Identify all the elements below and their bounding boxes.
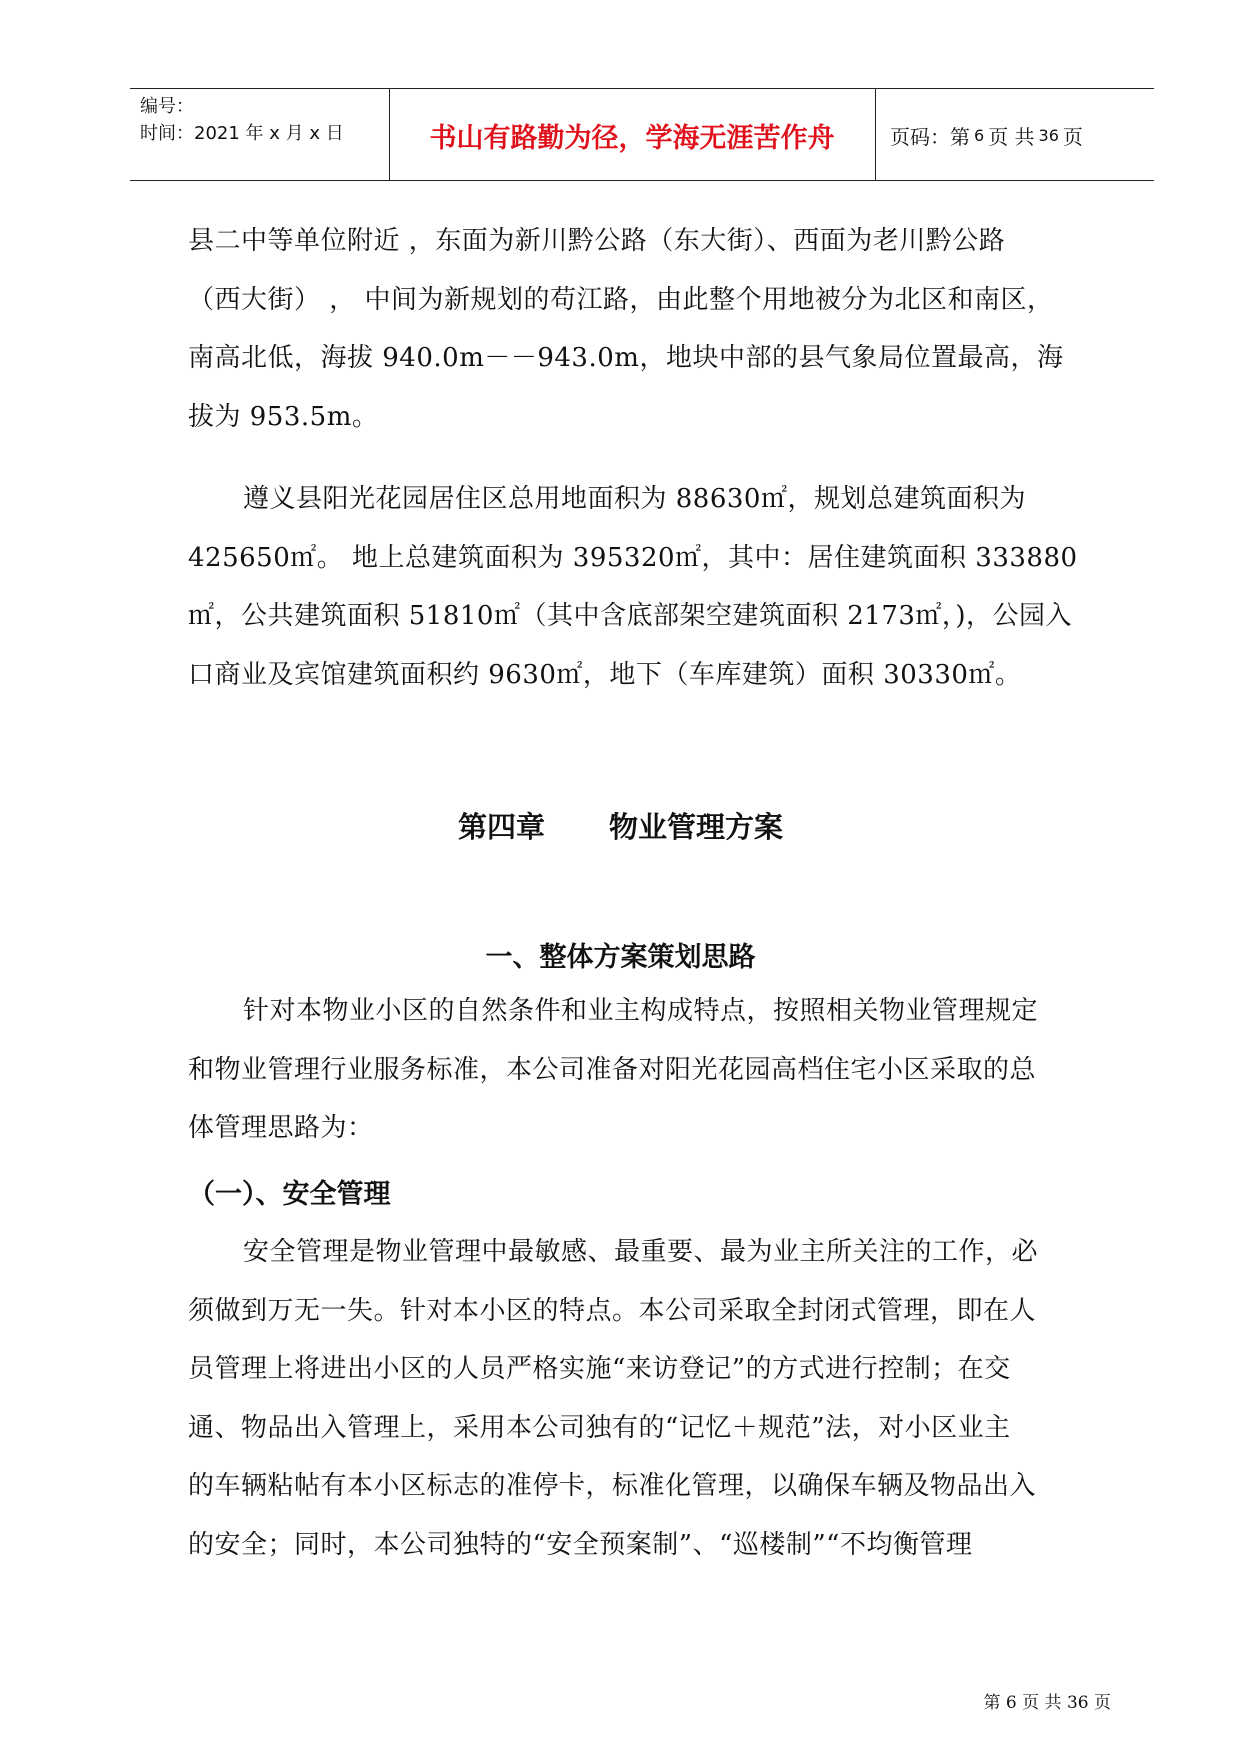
paragraph-line: 和物业管理行业服务标准，本公司准备对阳光花园高档住宅小区采取的总	[188, 1054, 1037, 1085]
header-motto: 书山有路勤为径，学海无涯苦作舟	[429, 123, 835, 154]
subsection-heading: （一）、安全管理	[188, 1179, 391, 1210]
paragraph-line: 须做到万无一失。针对本小区的特点。本公司采取全封闭式管理，即在人	[188, 1295, 1037, 1326]
paragraph-line: 的安全；同时，本公司独特的“安全预案制”、“巡楼制”“不均衡管理	[188, 1529, 973, 1560]
page-footer: 第 6 页 共 36 页	[983, 1693, 1111, 1713]
document-header	[130, 88, 1154, 181]
header-time-label: 时间：2021 年 x 月 x 日	[140, 123, 344, 144]
section-heading: 一、整体方案策划思路	[485, 942, 756, 973]
paragraph-line: 的车辆粘帖有本小区标志的准停卡，标准化管理，以确保车辆及物品出入	[188, 1471, 1037, 1501]
chapter-title: 物业管理方案	[609, 810, 784, 844]
header-meta	[140, 93, 344, 147]
paragraph-line: 体管理思路为：	[188, 1113, 374, 1143]
paragraph-line: 员管理上将进出小区的人员严格实施“来访登记”的方式进行控制；在交	[188, 1354, 1011, 1384]
page-number: 6	[974, 126, 985, 145]
paragraph-line: 南高北低，海拔 940.0m－－943.0m，地块中部的县气象局位置最高，海	[188, 343, 1064, 373]
paragraph-line: 安全管理是物业管理中最敏感、最重要、最为业主所关注的工作，必	[243, 1237, 1039, 1267]
page-mid: 页 共	[988, 125, 1035, 149]
paragraph-line: （西大街） ， 中间为新规划的苟江路，由此整个用地被分为北区和南区，	[188, 284, 1054, 315]
security-paragraph	[188, 1223, 1108, 1574]
page-total: 36	[1038, 126, 1059, 145]
intro-paragraph	[188, 212, 1108, 446]
paragraph-line: 425650㎡。 地上总建筑面积为 395320㎡，其中：居住建筑面积 333880	[188, 542, 1078, 573]
header-number-label: 编号：	[140, 96, 194, 117]
chapter-number: 第四章	[457, 810, 545, 844]
page-suffix: 页	[1062, 125, 1083, 149]
paragraph-line: ㎡，公共建筑面积 51810㎡（其中含底部架空建筑面积 2173㎡，)，公园入	[188, 601, 1073, 631]
paragraph-line: 县二中等单位附近 ，东面为新川黔公路（东大街）、西面为老川黔公路	[188, 226, 1006, 256]
paragraph-line: 拔为 953.5m。	[188, 401, 379, 432]
page-prefix: 页码：第	[890, 125, 970, 149]
paragraph-line: 口商业及宾馆建筑面积约 9630㎡，地下（车库建筑）面积 30330㎡。	[188, 659, 1022, 690]
paragraph-line: 遵义县阳光花园居住区总用地面积为 88630㎡，规划总建筑面积为	[243, 484, 1026, 514]
area-paragraph	[188, 470, 1108, 704]
strategy-paragraph	[188, 982, 1108, 1158]
chapter-heading	[0, 805, 1241, 846]
header-page-info	[875, 89, 1154, 182]
paragraph-line: 通、物品出入管理上，采用本公司独有的“记忆＋规范”法，对小区业主	[188, 1412, 1011, 1443]
paragraph-line: 针对本物业小区的自然条件和业主构成特点，按照相关物业管理规定	[243, 996, 1039, 1026]
